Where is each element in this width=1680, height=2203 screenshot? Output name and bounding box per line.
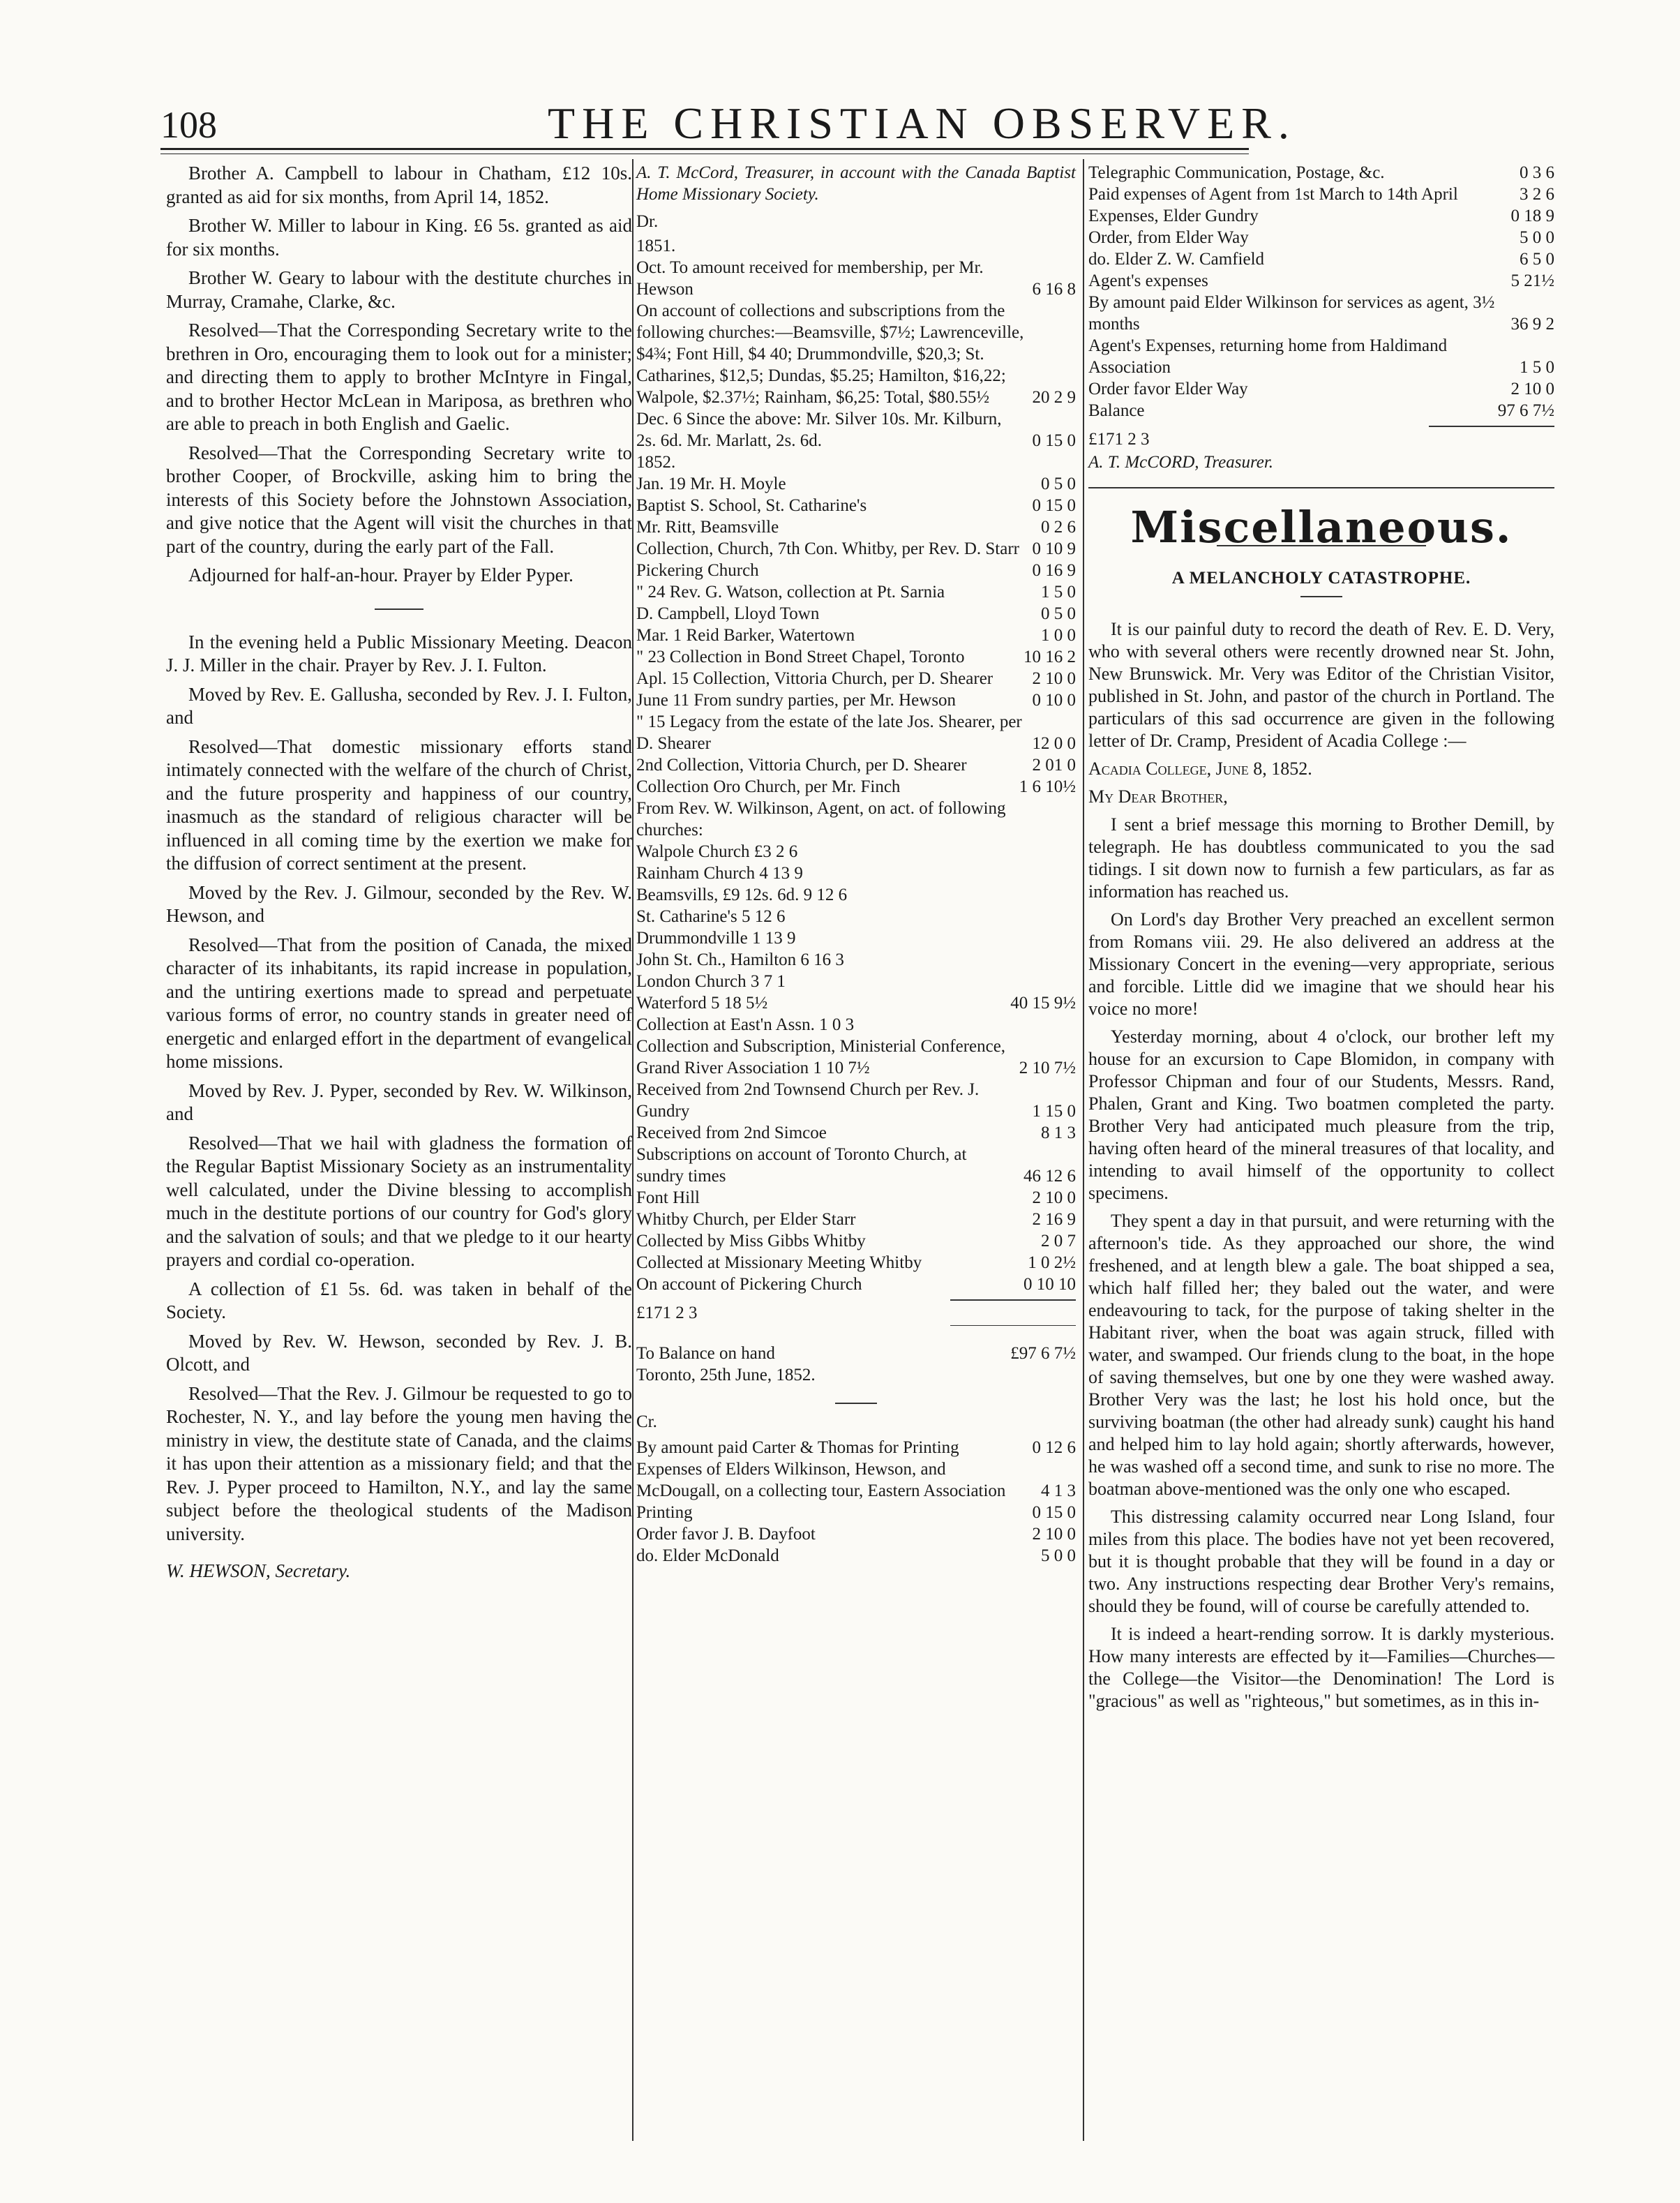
paragraph: It is indeed a heart-rending sorrow. It is darkly mysterious. How many interests are effected by it—Families—Churches—the College—the Visitor—the Denomination! The Lord is "gracious" as well as "righteous," but sometimes, as in this in- xyxy=(1088,1624,1554,1711)
entry-amount: 0 16 9 xyxy=(1032,561,1076,580)
account-entry xyxy=(636,1274,1076,1295)
entry-amount: 1 5 0 xyxy=(1520,358,1554,377)
short-divider xyxy=(835,1403,877,1404)
total-rule xyxy=(950,1299,1076,1301)
account-entry xyxy=(636,495,1076,516)
entry-description: Rainham Church 4 13 9 xyxy=(636,864,803,883)
entry-amount: 1 0 2½ xyxy=(1028,1253,1076,1272)
entry-description: London Church 3 7 1 xyxy=(636,972,786,991)
paragraph: Moved by the Rev. J. Gilmour, seconded by the Rev. W. Hewson, and xyxy=(166,881,632,926)
entry-description: Beamsvills, £9 12s. 6d. 9 12 6 xyxy=(636,886,848,904)
entry-description: Order favor J. B. Dayfoot xyxy=(636,1525,816,1544)
account-entry xyxy=(636,1014,1076,1036)
entry-description: St. Catharine's 5 12 6 xyxy=(636,907,786,926)
middle-column xyxy=(636,162,1076,1567)
entry-description: Drummondville 1 13 9 xyxy=(636,929,796,948)
entry-description: Whitby Church, per Elder Starr xyxy=(636,1210,856,1229)
account-heading: A. T. McCord, Treasurer, in account with the Canada Baptist Home Missionary Society. xyxy=(636,163,1076,204)
entry-description: Collected at Missionary Meeting Whitby xyxy=(636,1253,922,1272)
entry-amount: 2 10 0 xyxy=(1032,669,1076,688)
paragraph: I sent a brief message this morning to Brother Demill, by telegraph. He has doubtless communicated to you the sad tidings. I sit down now to furnish a few particulars, as far as information has reached us. xyxy=(1088,814,1554,902)
paragraph: This distressing calamity occurred near Long Island, four miles from this place. The bodies have not yet been recovered, but it is thought probable that they will be found in a day or two. Any instructions respecting dear Brother Very's remains, should they be found, will of course be carefully attended to. xyxy=(1088,1507,1554,1616)
entry-description: Expenses of Elders Wilkinson, Hewson, and McDougall, on a collecting tour, Eastern Association xyxy=(636,1460,1006,1500)
entry-amount: 1 5 0 xyxy=(1041,583,1076,602)
short-divider xyxy=(1300,596,1342,597)
entry-description: Dec. 6 Since the above: Mr. Silver 10s. Mr. Kilburn, 2s. 6d. Mr. Marlatt, 2s. 6d. xyxy=(636,410,1002,450)
account-entry xyxy=(1088,227,1554,248)
account-entry xyxy=(1088,248,1554,270)
entry-amount: 0 15 0 xyxy=(1032,1503,1076,1522)
column-divider-2 xyxy=(1083,159,1084,2141)
account-entry xyxy=(636,668,1076,689)
entry-description: Paid expenses of Agent from 1st March to 14th April xyxy=(1088,185,1458,204)
paragraph: It is our painful duty to record the death of Rev. E. D. Very, who with several others were recently drowned near St. John, New Brunswick. Mr. Very was Editor of the Christian Visitor, published in St. John, and pastor of the church in Portland. The particulars of this sad occurrence are given in the following letter of Dr. Cramp, President of Acadia College :— xyxy=(1088,619,1554,751)
entry-description: On account of collections and subscriptions from the following churches:—Beamsville, $7½; Lawrenceville, $4¾; Font Hill, $4 40; Drummondville, $20,3; St. Catharines, $12,5; Dundas, $5.25; Hamilton, $16,22; Walpole, $2.37½; Rainham, $6,25: Total, $80.55½ xyxy=(636,301,1024,407)
paragraph: Brother W. Geary to labour with the destitute churches in Murray, Cramahe, Clarke, &c. xyxy=(166,267,632,312)
balance-row xyxy=(636,1343,1076,1364)
entry-description: Agent's expenses xyxy=(1088,271,1208,290)
paragraph: Resolved—That we hail with gladness the formation of the Regular Baptist Missionary Society as an instrumentality well calculated, under the Divine blessing to accomplish much in the destitute portions of our country for God's glory and the salvation of souls; and that we pledge to it our hearty prayers and cordial co-operation. xyxy=(166,1132,632,1270)
account-entry xyxy=(636,862,1076,884)
entry-description: Baptist S. School, St. Catharine's xyxy=(636,496,867,515)
running-title: THE CHRISTIAN OBSERVER. xyxy=(548,98,1296,148)
letter-salutation: My Dear Brother, xyxy=(1088,786,1228,807)
entry-description: 1852. xyxy=(636,453,676,472)
account-entry xyxy=(636,1523,1076,1545)
entry-amount: 2 16 9 xyxy=(1032,1210,1076,1229)
paragraph: On Lord's day Brother Very preached an excellent sermon from Romans viii. 29. He also delivered an address at the Missionary Concert in the evening—very appropriate, serious and forcible. Little did we imagine that we should hear his voice no more! xyxy=(1088,909,1554,1019)
credit-total: £171 2 3 xyxy=(1088,430,1150,449)
entry-description: Order, from Elder Way xyxy=(1088,228,1249,247)
entry-description: " 15 Legacy from the estate of the late Jos. Shearer, per D. Shearer xyxy=(636,712,1022,753)
entry-description: Collected by Miss Gibbs Whitby xyxy=(636,1232,866,1250)
account-entry xyxy=(636,906,1076,927)
account-entry xyxy=(636,625,1076,646)
entry-amount: 0 18 9 xyxy=(1510,207,1554,225)
debit-total: £171 2 3 xyxy=(636,1304,698,1322)
entry-amount: 2 10 0 xyxy=(1510,380,1554,398)
entry-description: Oct. To amount received for membership, per Mr. Hewson xyxy=(636,258,984,299)
account-entry xyxy=(636,1252,1076,1274)
header-rule-thick xyxy=(160,148,1249,150)
account-entry xyxy=(1088,162,1554,184)
letter-dateline: Acadia College, June 8, 1852. xyxy=(1088,759,1312,779)
credit-entries xyxy=(636,1437,1076,1567)
entry-amount: 20 2 9 xyxy=(1032,388,1076,407)
account-entry xyxy=(636,754,1076,776)
account-entry xyxy=(636,1209,1076,1230)
account-entry xyxy=(636,1437,1076,1458)
entry-amount: 6 16 8 xyxy=(1032,280,1076,299)
entry-amount: 4 1 3 xyxy=(1041,1481,1076,1500)
right-column xyxy=(1088,162,1554,1718)
entry-description: By amount paid Elder Wilkinson for services as agent, 3½ months xyxy=(1088,293,1495,334)
entry-amount: 1 6 10½ xyxy=(1019,777,1076,796)
entry-amount: 0 10 9 xyxy=(1032,539,1076,558)
entry-description: Order favor Elder Way xyxy=(1088,380,1248,398)
entry-amount: 2 01 0 xyxy=(1032,756,1076,775)
treasurer-signature: A. T. McCORD, Treasurer. xyxy=(1088,453,1274,472)
entry-amount: 3 2 6 xyxy=(1520,185,1554,204)
account-entry xyxy=(1088,292,1554,335)
account-entry xyxy=(636,235,1076,257)
account-entry xyxy=(636,538,1076,560)
entry-description: Walpole Church £3 2 6 xyxy=(636,842,798,861)
entry-description: John St. Ch., Hamilton 6 16 3 xyxy=(636,950,844,969)
account-entry xyxy=(636,560,1076,581)
entry-amount: 1 0 0 xyxy=(1041,626,1076,645)
account-entry xyxy=(636,257,1076,300)
entry-description: Received from 2nd Townsend Church per Rev. J. Gundry xyxy=(636,1080,980,1121)
paragraph: Moved by Rev. E. Gallusha, seconded by Rev. J. I. Fulton, and xyxy=(166,683,632,728)
section-divider xyxy=(375,608,423,610)
entry-amount: 0 15 0 xyxy=(1032,431,1076,450)
entry-amount: 0 10 10 xyxy=(1023,1275,1076,1294)
paragraph: In the evening held a Public Missionary Meeting. Deacon J. J. Miller in the chair. Prayer by Rev. J. I. Fulton. xyxy=(166,631,632,675)
account-entry xyxy=(1088,270,1554,292)
account-entry xyxy=(636,689,1076,711)
account-entry xyxy=(636,798,1076,841)
entry-description: Subscriptions on account of Toronto Church, at sundry times xyxy=(636,1145,967,1186)
entry-amount: 2 10 7½ xyxy=(1019,1059,1076,1077)
account-entry xyxy=(1088,335,1554,378)
entry-amount: 36 9 2 xyxy=(1510,315,1554,334)
paragraph: Moved by Rev. J. Pyper, seconded by Rev. W. Wilkinson, and xyxy=(166,1080,632,1124)
entry-description: Collection Oro Church, per Mr. Finch xyxy=(636,777,901,796)
account-entry xyxy=(636,711,1076,754)
entry-description: " 23 Collection in Bond Street Chapel, Toronto xyxy=(636,648,965,666)
account-entry xyxy=(636,927,1076,949)
entry-description: Collection, Church, 7th Con. Whitby, per Rev. D. Starr xyxy=(636,539,1019,558)
entry-description: Apl. 15 Collection, Vittoria Church, per D. Shearer xyxy=(636,669,993,688)
entry-description: Mar. 1 Reid Barker, Watertown xyxy=(636,626,855,645)
paragraph: Resolved—That domestic missionary efforts stand intimately connected with the welfare of the church of Christ, and the future prosperity and happiness of our country, inasmuch as the standard of religious character will be influenced in all coming time by the exertion we make for the diffusion of correct sentiment at the present. xyxy=(166,735,632,874)
account-entry xyxy=(1088,205,1554,227)
account-entry xyxy=(636,1545,1076,1567)
paragraph: A collection of £1 5s. 6d. was taken in behalf of the Society. xyxy=(166,1278,632,1322)
account-entry xyxy=(636,841,1076,862)
paragraph: Brother W. Miller to labour in King. £6 5s. granted as aid for six months. xyxy=(166,215,632,260)
paragraph: Resolved—That the Rev. J. Gilmour be requested to go to Rochester, N. Y., and lay before the young men having the ministry in view, the destitute state of Canada, and the claims it has upon their attention as a missionary field; and that the Rev. J. Pyper proceed to Hamilton, N.Y., and lay the same subject before the theological students of the Madison university. xyxy=(166,1382,632,1544)
total-rule xyxy=(1429,426,1554,427)
entry-description: Agent's Expenses, returning home from Haldimand Association xyxy=(1088,336,1448,377)
entry-description: Received from 2nd Simcoe xyxy=(636,1123,827,1142)
entry-amount: 6 5 0 xyxy=(1520,250,1554,269)
entry-amount: 46 12 6 xyxy=(1023,1167,1076,1186)
balance-value: £97 6 7½ xyxy=(1010,1344,1076,1363)
entry-description: From Rev. W. Wilkinson, Agent, on act. of following churches: xyxy=(636,799,1006,839)
entry-amount: 0 2 6 xyxy=(1041,518,1076,537)
page-header xyxy=(160,98,1296,154)
entry-amount: 0 3 6 xyxy=(1520,163,1554,182)
entry-description: D. Campbell, Lloyd Town xyxy=(636,604,820,623)
paragraph: Brother A. Campbell to labour in Chatham, £12 10s. granted as aid for six months, from April 14, 1852. xyxy=(166,163,632,207)
entry-amount: 2 10 0 xyxy=(1032,1525,1076,1544)
paragraph: They spent a day in that pursuit, and were returning with the afternoon's tide. As they approached our shore, the wind freshened, and at length blew a gale. The boat shipped a sea, which half filled her; they baled out the water, and were endeavouring to tack, for the purpose of taking shelter in the Habitant river, when the boat was again struck, filled with water, and swamped. Our friends clung to the boat, in the hope of saving themselves, but one by one they were washed away. Brother Very was the last; he lost his hold once, but the surviving boatman (the other had already sunk) caught his hand and helped him to lay hold again; shortly afterwards, however, he was washed off a second time, and sunk to rise no more. The boatman above-mentioned was the only one who escaped. xyxy=(1088,1211,1554,1499)
paragraph: Resolved—That the Corresponding Secretary write to the brethren in Oro, encouraging them to look out for a minister; and directing them to apply to brother McIntyre in Fingal, and to brother Hector McLean in Mariposa, as brethren who are able to preach in both English and Gaelic. xyxy=(166,320,632,434)
debit-entries xyxy=(636,235,1076,1295)
paragraph: Moved by Rev. W. Hewson, seconded by Rev. J. B. Olcott, and xyxy=(166,1330,632,1375)
article-title: A MELANCHOLY CATASTROPHE. xyxy=(1171,569,1471,588)
entry-description: Font Hill xyxy=(636,1188,700,1207)
debit-label: Dr. xyxy=(636,212,659,231)
entry-description: Collection and Subscription, Ministerial Conference, Grand River Association 1 10 7½ xyxy=(636,1037,1006,1077)
account-entry xyxy=(636,1122,1076,1144)
account-entry xyxy=(636,516,1076,538)
account-entry xyxy=(636,1187,1076,1209)
account-entry xyxy=(1088,378,1554,400)
paragraph: Resolved—That the Corresponding Secretary write to brother Cooper, of Brockville, asking him to bring the interests of this Society before the Johnstown Association, and give notice that the Agent will visit the churches in that part of the country, during the early part of the Fall. xyxy=(166,442,632,557)
paragraph: Resolved—That from the position of Canada, the mixed character of its inhabitants, its rapid increase in population, and the untiring exertions made to spread and perpetuate various forms of error, no country stands in greater need of energetic and enlarged effort in the department of evangelical home missions. xyxy=(166,934,632,1072)
entry-description: Waterford 5 18 5½ xyxy=(636,994,768,1013)
entry-description: Expenses, Elder Gundry xyxy=(1088,207,1259,225)
entry-description: Jan. 19 Mr. H. Moyle xyxy=(636,475,786,493)
account-entry xyxy=(636,603,1076,625)
account-entry xyxy=(636,992,1076,1014)
miscellaneous-heading: Miscellaneous. xyxy=(1130,502,1513,553)
secretary-signature: W. HEWSON, Secretary. xyxy=(166,1560,351,1581)
entry-amount: 8 1 3 xyxy=(1041,1123,1076,1142)
account-entry xyxy=(636,776,1076,798)
entry-amount: 10 16 2 xyxy=(1023,648,1076,666)
entry-description: Printing xyxy=(636,1503,693,1522)
entry-description: By amount paid Carter & Thomas for Printing xyxy=(636,1438,959,1457)
section-rule xyxy=(1088,487,1554,488)
entry-amount: 12 0 0 xyxy=(1032,734,1076,753)
entry-amount: 5 0 0 xyxy=(1041,1546,1076,1565)
entry-amount: 0 5 0 xyxy=(1041,475,1076,493)
page-number: 108 xyxy=(160,104,217,146)
entry-description: " 24 Rev. G. Watson, collection at Pt. Sarnia xyxy=(636,583,945,602)
entry-description: do. Elder Z. W. Camfield xyxy=(1088,250,1265,269)
total-rule-lower xyxy=(950,1325,1076,1326)
paragraph: Yesterday morning, about 4 o'clock, our brother left my house for an excursion to Cape Blomidon, in company with Professor Chipman and four of our Students, Messrs. Rand, Phalen, Grant and King. Two boatmen completed the party. Brother Very had anticipated much pleasure from the trip, having often heard of the mineral treasures of that locality, and intending to avail himself of the opportunity to collect specimens. xyxy=(1088,1026,1554,1203)
account-entry xyxy=(636,1502,1076,1523)
balance-label: To Balance on hand xyxy=(636,1344,775,1363)
paragraph: Adjourned for half-an-hour. Prayer by Elder Pyper. xyxy=(188,565,573,585)
entry-description: On account of Pickering Church xyxy=(636,1275,862,1294)
entry-amount: 40 15 9½ xyxy=(1010,994,1076,1013)
account-entry xyxy=(636,1036,1076,1079)
account-entry xyxy=(636,1230,1076,1252)
entry-amount: 2 10 0 xyxy=(1032,1188,1076,1207)
credit-entries-continued xyxy=(1088,162,1554,421)
account-entry xyxy=(636,473,1076,495)
account-entry xyxy=(636,971,1076,992)
entry-description: June 11 From sundry parties, per Mr. Hewson xyxy=(636,691,957,710)
entry-amount: 0 5 0 xyxy=(1041,604,1076,623)
entry-amount: 0 12 6 xyxy=(1032,1438,1076,1457)
entry-description: Telegraphic Communication, Postage, &c. xyxy=(1088,163,1385,182)
entry-amount: 5 0 0 xyxy=(1520,228,1554,247)
entry-description: do. Elder McDonald xyxy=(636,1546,779,1565)
entry-amount: 1 15 0 xyxy=(1032,1102,1076,1121)
entry-amount: 97 6 7½ xyxy=(1497,401,1554,420)
account-entry xyxy=(636,884,1076,906)
entry-amount: 0 15 0 xyxy=(1032,496,1076,515)
account-entry xyxy=(636,1458,1076,1502)
account-entry xyxy=(636,1144,1076,1187)
credit-label: Cr. xyxy=(636,1412,657,1431)
entry-description: Pickering Church xyxy=(636,561,759,580)
account-entry xyxy=(636,408,1076,451)
account-entry xyxy=(636,1079,1076,1122)
date-line: Toronto, 25th June, 1852. xyxy=(636,1366,816,1384)
account-entry xyxy=(636,300,1076,408)
entry-amount: 0 10 0 xyxy=(1032,691,1076,710)
entry-amount: 5 21½ xyxy=(1510,271,1554,290)
account-entry xyxy=(636,581,1076,603)
entry-amount: 2 0 7 xyxy=(1041,1232,1076,1250)
account-entry xyxy=(636,451,1076,473)
column-divider-1 xyxy=(632,159,633,2141)
entry-description: 2nd Collection, Vittoria Church, per D. Shearer xyxy=(636,756,967,775)
account-entry xyxy=(1088,400,1554,421)
account-entry xyxy=(1088,184,1554,205)
left-column xyxy=(166,162,632,1589)
entry-description: 1851. xyxy=(636,237,676,255)
entry-description: Collection at East'n Assn. 1 0 3 xyxy=(636,1015,855,1034)
account-entry xyxy=(636,949,1076,971)
entry-description: Mr. Ritt, Beamsville xyxy=(636,518,779,537)
entry-description: Balance xyxy=(1088,401,1145,420)
account-entry xyxy=(636,646,1076,668)
